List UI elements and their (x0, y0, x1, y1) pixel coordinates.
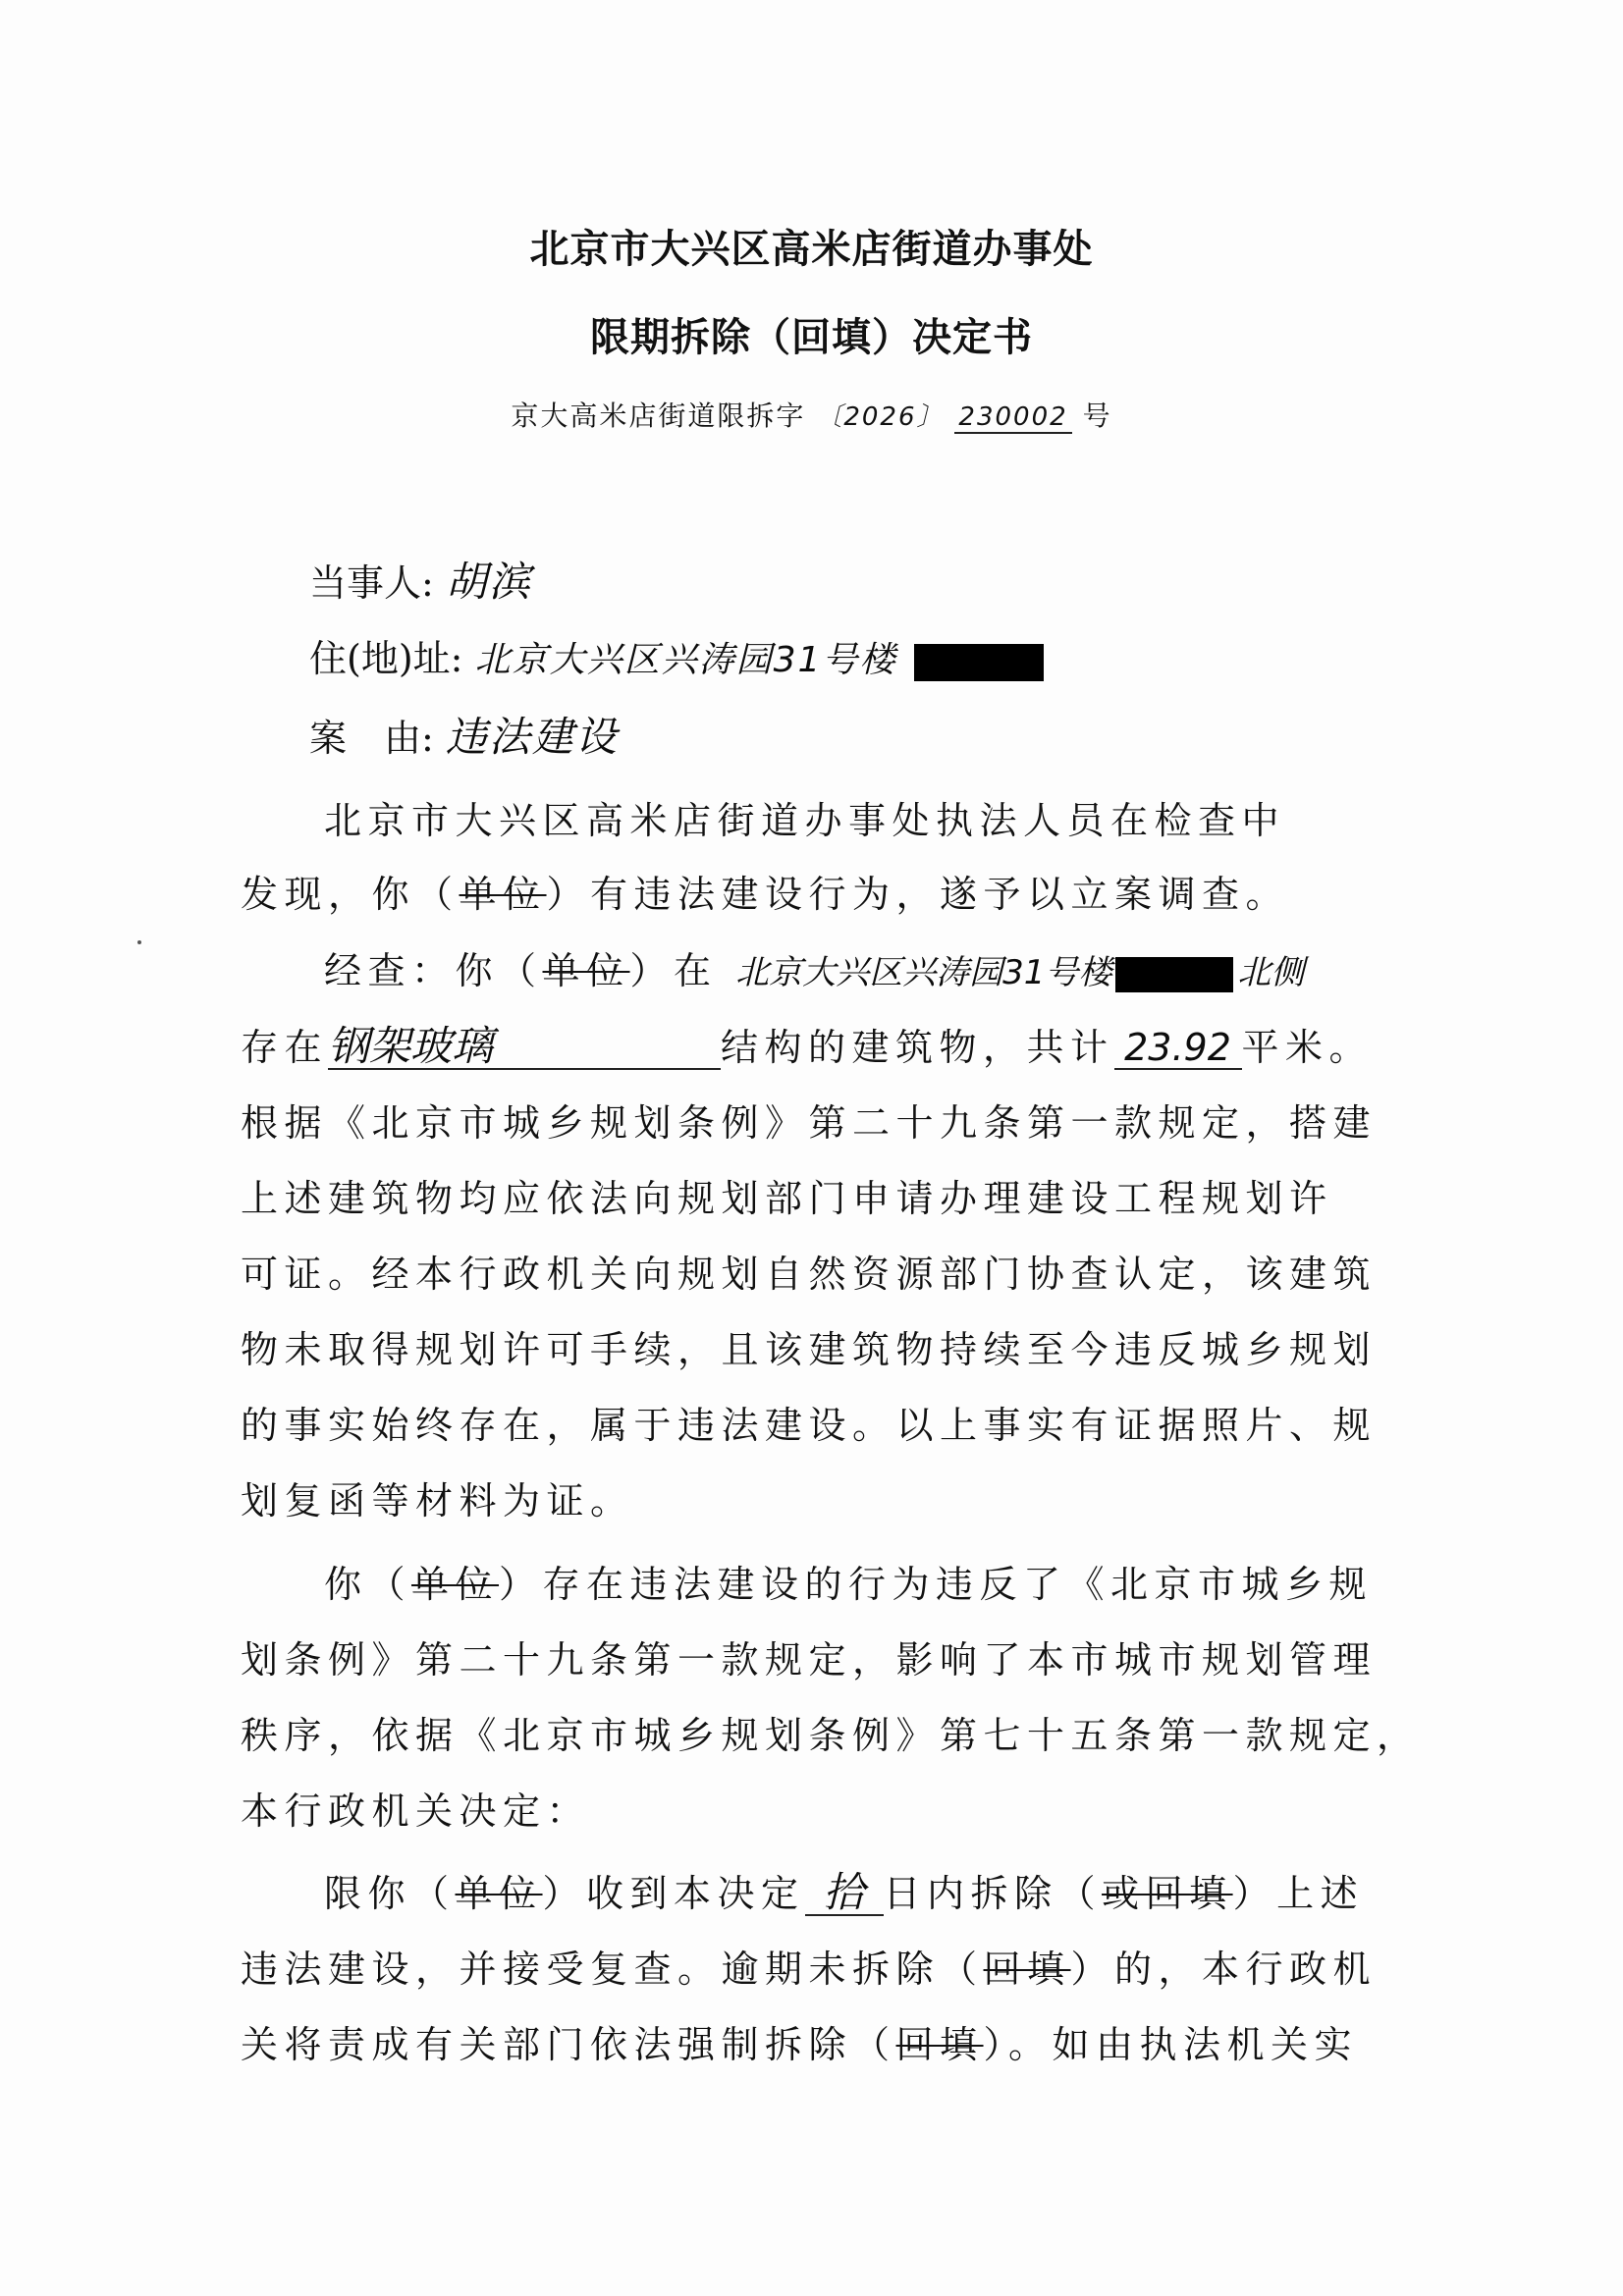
paragraph4-line3: 关将责成有关部门依法强制拆除（回填）。如由执法机关实 (241, 2023, 1359, 2066)
struck-unit: 单位 (411, 1563, 500, 1606)
address-label: 住(地)址: (309, 637, 463, 680)
paragraph4-line2: 违法建设，并接受复查。逾期未拆除（回填）的，本行政机 (241, 1948, 1378, 1991)
document-number (0, 395, 1623, 434)
building-area: 23.92 (1114, 1029, 1242, 1070)
document-type-title: 限期拆除（回填）决定书 (590, 315, 1033, 360)
paragraph3-line4: 本行政机关决定： (241, 1789, 591, 1833)
cause-label: 案 由: (309, 717, 434, 760)
violation-location: 北京大兴区兴涛园31号楼 (735, 953, 1112, 992)
struck-or-backfill: 或回填 (1102, 1872, 1233, 1915)
paragraph2-line3: 根据《北京市城乡规划条例》第二十九条第一款规定，搭建 (241, 1101, 1378, 1145)
struck-unit: 单位 (455, 1872, 543, 1915)
doc-number-suffix: 号 (1082, 400, 1112, 432)
redaction-block (914, 644, 1044, 681)
party-address: 北京大兴区兴涛园31号楼 (474, 640, 897, 680)
scan-speck (137, 940, 141, 944)
paragraph2-line5: 可证。经本行政机关向规划自然资源部门协查认定，该建筑 (241, 1253, 1378, 1296)
doc-number-prefix: 京大高米店街道限拆字 (511, 400, 806, 432)
paragraph1-line1: 北京市大兴区高米店街道办事处执法人员在检查中 (324, 799, 1286, 842)
issuing-authority-title: 北京市大兴区高米店街道办事处 (529, 227, 1094, 272)
paragraph3-line3: 秩序，依据《北京市城乡规划条例》第七十五条第一款规定， (241, 1714, 1421, 1757)
paragraph2-line6: 物未取得规划许可手续，且该建筑物持续至今违反城乡规划 (241, 1328, 1378, 1371)
paragraph3-line1: 你（单位）存在违法建设的行为违反了《北京市城乡规 (324, 1563, 1374, 1606)
paragraph2-line7: 的事实始终存在，属于违法建设。以上事实有证据照片、规 (241, 1404, 1378, 1447)
violation-location-side: 北侧 (1237, 953, 1305, 992)
paragraph4-line1: 限你（单位）收到本决定 拾 日内拆除（或回填）上述 (324, 1868, 1365, 1916)
case-cause: 违法建设 (445, 713, 619, 761)
struck-unit: 单位 (542, 949, 630, 992)
party-address-row (309, 628, 1044, 682)
paragraph3-line2: 划条例》第二十九条第一款规定，影响了本市城市规划管理 (241, 1638, 1378, 1682)
struck-backfill: 回填 (895, 2023, 984, 2066)
doc-number-year: 〔2026〕 (816, 402, 945, 432)
redaction-block (1115, 957, 1233, 992)
paragraph2-line2: 存在钢架玻璃 结构的建筑物，共计 23.92 平米。 (241, 1022, 1374, 1070)
paragraph1-line2: 发现，你（单位）有违法建设行为，遂予以立案调查。 (241, 873, 1290, 916)
doc-number-serial: 230002 (954, 402, 1071, 434)
struck-backfill: 回填 (983, 1948, 1071, 1991)
case-cause-row (309, 705, 619, 764)
party-label: 当事人: (309, 561, 434, 605)
paragraph2-line1: 经查：你（单位）在 北京大兴区兴涛园31号楼 北侧 (324, 949, 1305, 992)
paragraph2-line8: 划复函等材料为证。 (241, 1479, 634, 1522)
party-name: 胡滨 (445, 558, 532, 606)
paragraph2-line4: 上述建筑物均应依法向规划部门申请办理建设工程规划许 (241, 1177, 1333, 1220)
struck-unit: 单位 (459, 873, 547, 916)
deadline-days: 拾 (805, 1871, 884, 1916)
party-name-row (309, 550, 532, 609)
structure-type: 钢架玻璃 (328, 1025, 721, 1070)
